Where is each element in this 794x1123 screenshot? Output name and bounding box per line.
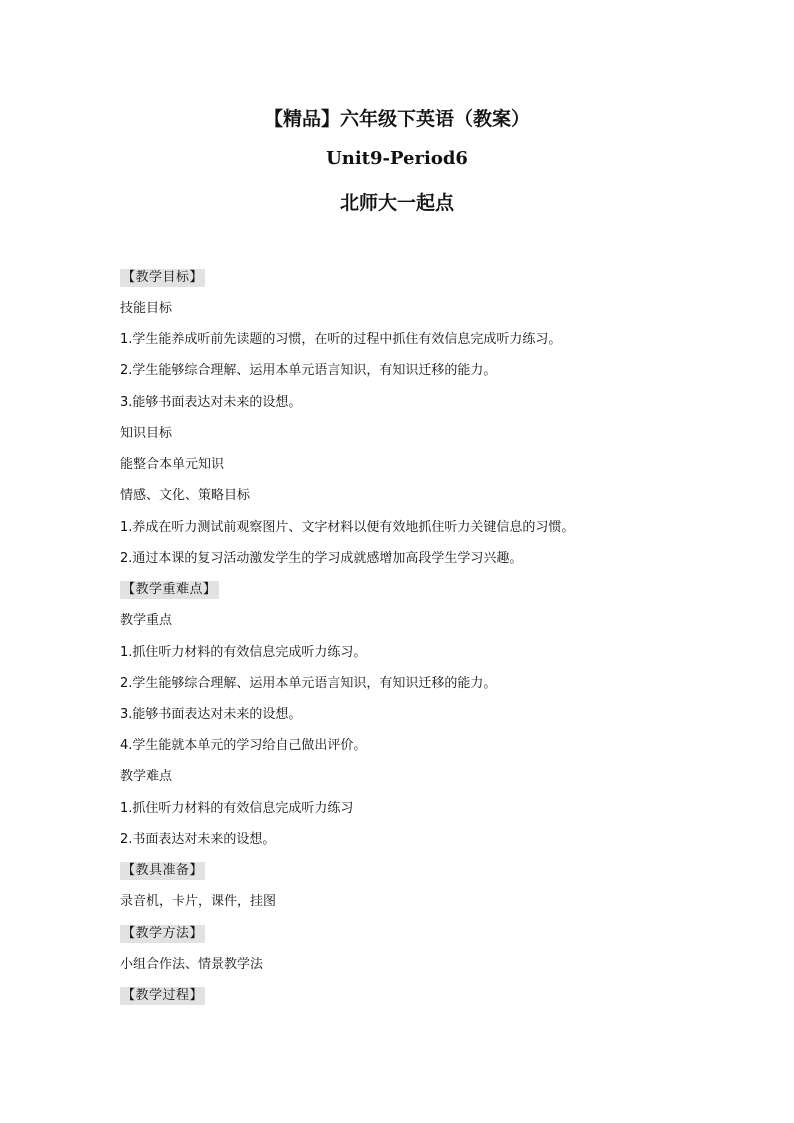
body-line: 4.学生能就本单元的学习给自己做出评价。 [120,738,367,753]
body-line: 1.养成在听力测试前观察图片、文字材料以便有效地抓住听力关键信息的习惯。 [120,520,575,535]
subheading-teaching-focus: 教学重点 [120,613,173,628]
section-heading-process: 【教学过程】 [122,988,204,1003]
section-heading-key-points: 【教学重难点】 [122,582,217,597]
body-line: 2.学生能够综合理解、运用本单元语言知识，有知识迁移的能力。 [120,676,497,691]
body-line: 2.学生能够综合理解、运用本单元语言知识，有知识迁移的能力。 [120,363,497,378]
section-heading-methods: 【教学方法】 [122,926,204,941]
subheading-teaching-difficulties: 教学难点 [120,769,173,784]
body-line: 1.抓住听力材料的有效信息完成听力练习。 [120,645,367,660]
section-heading-materials: 【教具准备】 [122,863,204,878]
section-heading-objectives: 【教学目标】 [122,270,204,285]
body-line: 录音机，卡片，课件，挂图 [120,894,277,909]
publisher-subtitle: 北师大一起点 [339,192,454,214]
body-line: 2.书面表达对未来的设想。 [120,832,276,847]
body-line: 能整合本单元知识 [120,457,225,472]
body-line: 1.学生能养成听前先读题的习惯，在听的过程中抓住有效信息完成听力练习。 [120,332,562,347]
document-title: 【精品】六年级下英语（教案） [263,108,530,130]
subheading-skill-objectives: 技能目标 [120,301,173,316]
body-line: 3.能够书面表达对未来的设想。 [120,707,302,722]
body-line: 3.能够书面表达对未来的设想。 [120,395,302,410]
unit-subtitle: Unit9-Period6 [326,148,468,169]
body-line: 1.抓住听力材料的有效信息完成听力练习 [120,801,354,816]
body-line: 小组合作法、情景教学法 [120,957,264,972]
subheading-knowledge-objectives: 知识目标 [120,426,173,441]
body-line: 2.通过本课的复习活动激发学生的学习成就感增加高段学生学习兴趣。 [120,551,523,566]
subheading-affective-objectives: 情感、文化、策略目标 [120,488,251,503]
